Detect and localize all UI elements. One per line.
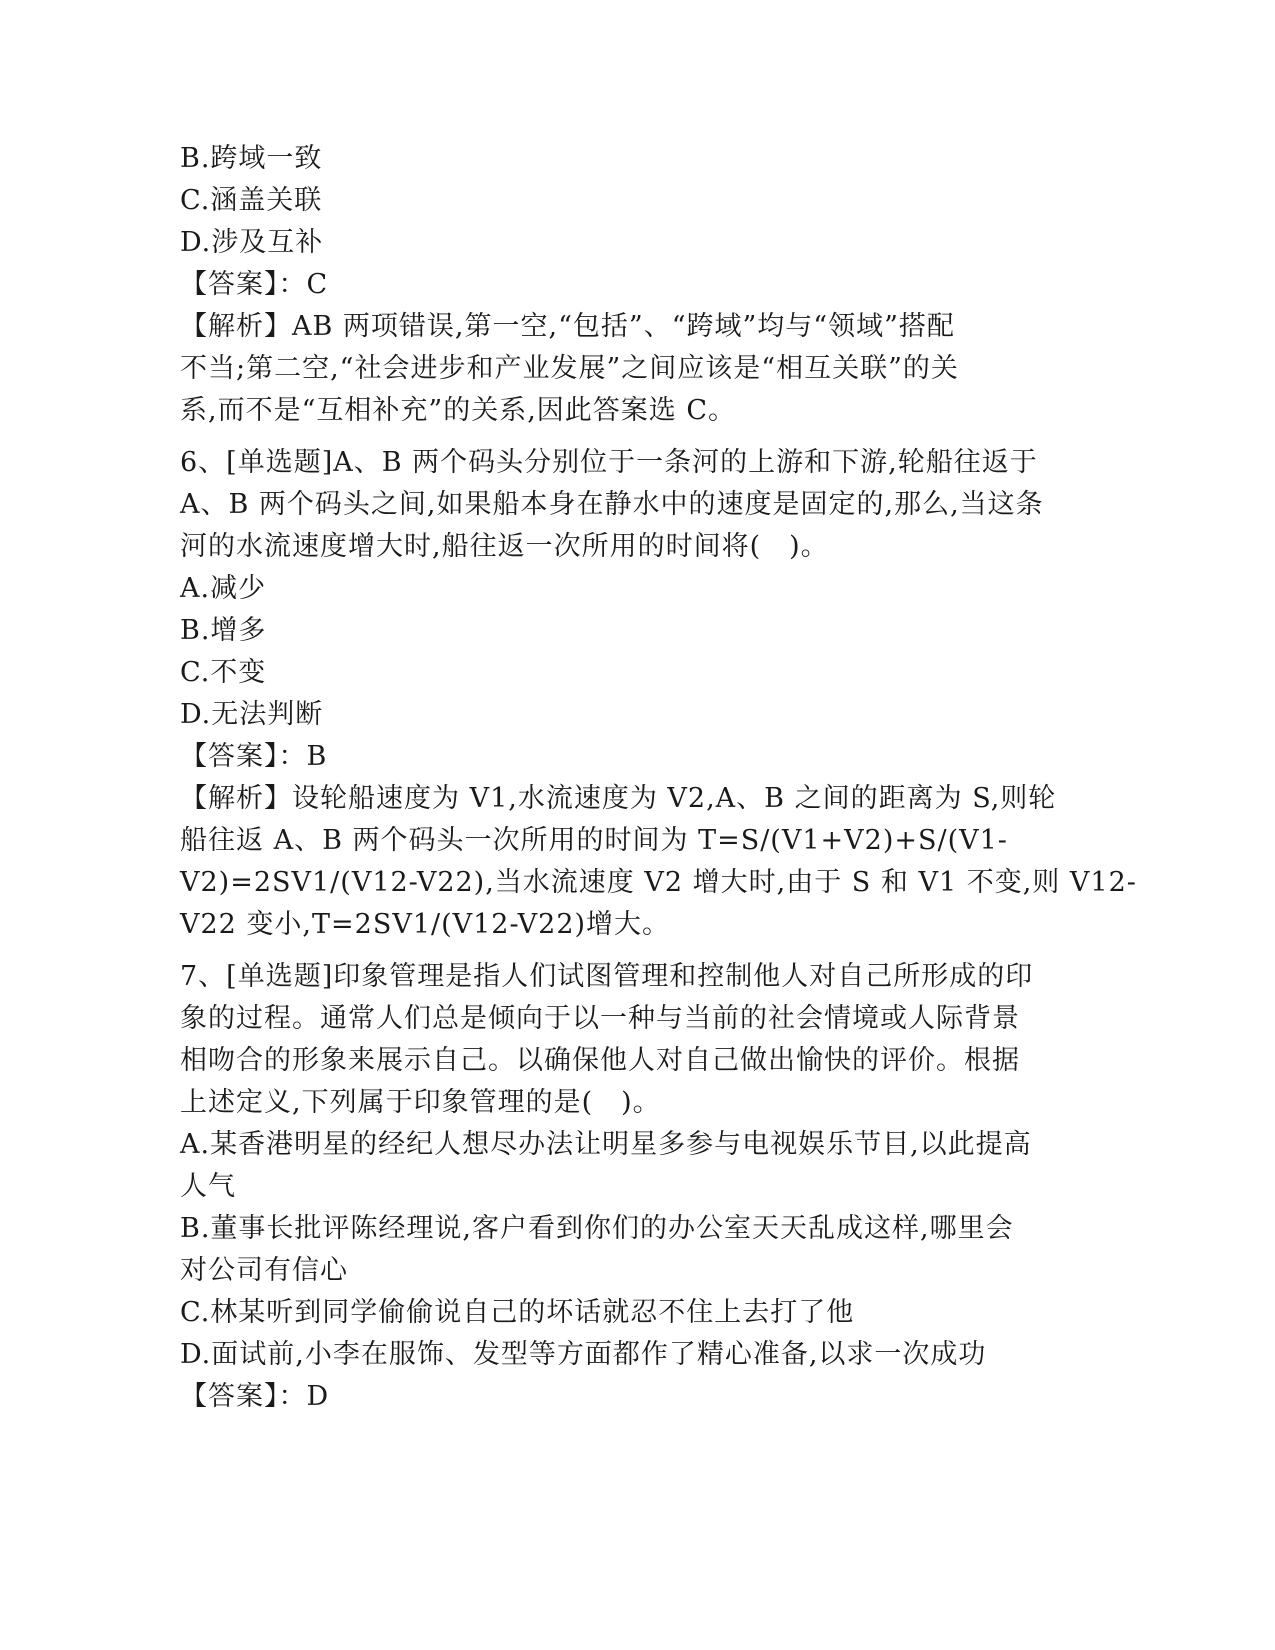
analysis-line: 【解析】AB 两项错误,第一空,“包括”、“跨域”均与“领域”搭配: [180, 311, 955, 342]
question-stem-line: 河的水流速度增大时,船往返一次所用的时间将( )。: [180, 531, 829, 562]
question-stem-line: 6、[单选题]A、B 两个码头分别位于一条河的上游和下游,轮船往返于: [180, 447, 1038, 478]
option-b: B.增多: [180, 615, 267, 646]
answer: 【答案】：B: [180, 741, 328, 772]
option-a-continued: 人气: [180, 1171, 236, 1202]
question-stem-line: 上述定义,下列属于印象管理的是( )。: [180, 1087, 661, 1118]
option-b-continued: 对公司有信心: [180, 1255, 348, 1286]
option-d: D.涉及互补: [180, 227, 324, 258]
option-d: D.无法判断: [180, 699, 324, 730]
option-c: C.林某听到同学偷偷说自己的坏话就忍不住上去打了他: [180, 1297, 855, 1328]
analysis-line: 系,而不是“互相补充”的关系,因此答案选 C。: [180, 395, 737, 426]
analysis-line: 船往返 A、B 两个码头一次所用的时间为 T=S/(V1+V2)+S/(V1-: [180, 825, 1008, 856]
analysis-line: V2)=2SV1/(V12-V22),当水流速度 V2 增大时,由于 S 和 V1 不变,则 V12-: [180, 867, 1137, 898]
question-7: [180, 956, 1060, 1418]
question-stem-line: 7、[单选题]印象管理是指人们试图管理和控制他人对自己所形成的印: [180, 961, 1034, 992]
question-stem-line: A、B 两个码头之间,如果船本身在静水中的速度是固定的,那么,当这条: [180, 489, 1044, 520]
option-b: B.跨域一致: [180, 143, 323, 174]
question-stem-line: 相吻合的形象来展示自己。以确保他人对自己做出愉快的评价。根据: [180, 1045, 1020, 1076]
question-6: [180, 442, 1137, 946]
analysis-line: 【解析】设轮船速度为 V1,水流速度为 V2,A、B 之间的距离为 S,则轮: [180, 783, 1057, 814]
option-d: D.面试前,小李在服饰、发型等方面都作了精心准备,以求一次成功: [180, 1339, 987, 1370]
analysis-line: V22 变小,T=2SV1/(V12-V22)增大。: [180, 909, 671, 940]
answer: 【答案】：C: [180, 269, 329, 300]
document-page: [180, 138, 1137, 1418]
question-stem-line: 象的过程。通常人们总是倾向于以一种与当前的社会情境或人际背景: [180, 1003, 1020, 1034]
question-5-tail: [180, 138, 1060, 432]
option-c: C.不变: [180, 657, 267, 688]
option-a: A.某香港明星的经纪人想尽办法让明星多参与电视娱乐节目,以此提高: [180, 1129, 1032, 1160]
option-a: A.减少: [180, 573, 267, 604]
answer: 【答案】：D: [180, 1381, 330, 1412]
option-b: B.董事长批评陈经理说,客户看到你们的办公室天天乱成这样,哪里会: [180, 1213, 1014, 1244]
option-c: C.涵盖关联: [180, 185, 323, 216]
analysis-line: 不当;第二空,“社会进步和产业发展”之间应该是“相互关联”的关: [180, 353, 959, 384]
